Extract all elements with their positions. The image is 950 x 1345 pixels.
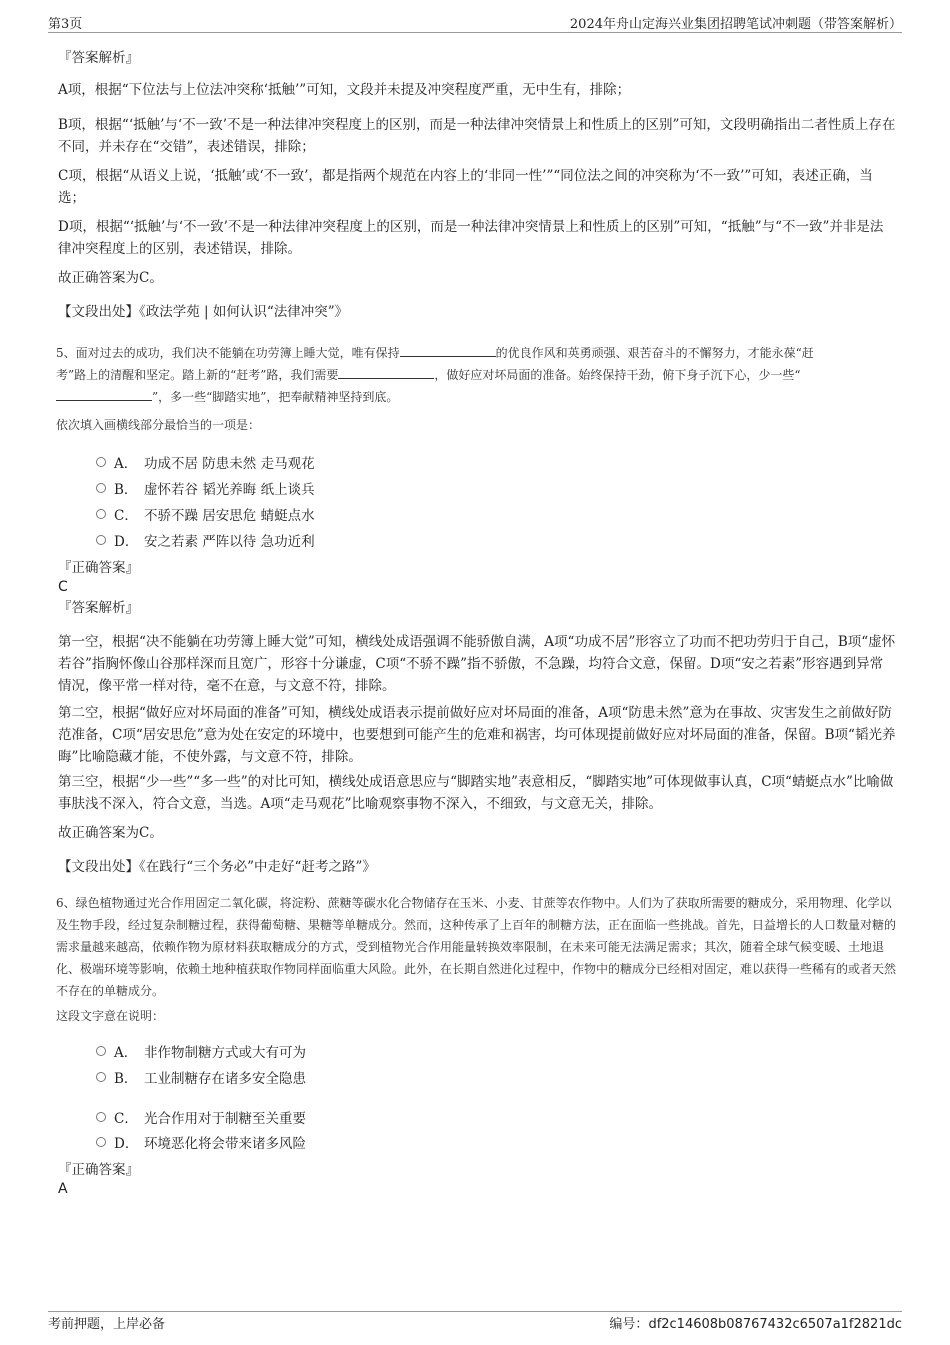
- option-text: 光合作用对于制糖至关重要: [144, 1111, 306, 1127]
- q5-source-text: 《在践行“三个务必”中走好“赶考之路”》: [139, 859, 376, 875]
- option-letter: B．: [114, 1071, 138, 1087]
- q5-analysis-p3: 第三空，根据“少一些”“多一些”的对比可知，横线处成语意思应与“脚踏实地”表意相反，“脚踏实地”可体现做事认真，C项“蜻蜓点水”比喻做事肤浅不深入，符合文意，当选。A项“走马观花”比喻观察事物不深入，不细致，与文意无关，排除。: [58, 774, 894, 812]
- q4-analysis-d: D项，根据“‘抵触’与‘不一致’不是一种法律冲突程度上的区别，而是一种法律冲突情景上和性质上的区别”可知，“抵触”与“不一致”并非是法律冲突程度上的区别，表述错误，排除。: [58, 219, 884, 257]
- q5-conclusion: 故正确答案为C。: [58, 825, 163, 841]
- q5-prompt: 依次填入画横线部分最恰当的一项是：: [56, 418, 261, 432]
- code-value: df2c14608b08767432c6507a1f2821dc: [648, 1317, 902, 1332]
- radio-icon[interactable]: [96, 509, 106, 519]
- radio-icon[interactable]: [96, 535, 106, 545]
- q6-option-b[interactable]: [96, 1066, 306, 1088]
- q5-stem-part-d: ，做好应对坏局面的准备。始终保持干劲，俯下身子沉下心，少一些“: [434, 368, 801, 382]
- q6-answer: A: [58, 1181, 68, 1197]
- q4-source: [58, 301, 896, 323]
- q4-conclusion: 故正确答案为C。: [58, 270, 163, 286]
- code-label: 编号：: [609, 1317, 649, 1332]
- q4-source-label: 【文段出处】: [58, 304, 139, 320]
- radio-icon[interactable]: [96, 483, 106, 493]
- radio-icon[interactable]: [96, 1137, 106, 1147]
- q5-answer-label: 『正确答案』: [58, 560, 139, 576]
- q5-source-label: 【文段出处】: [58, 859, 139, 875]
- q4-source-text: 《政法学苑 | 如何认识“法律冲突”》: [139, 304, 349, 320]
- option-letter: A．: [114, 456, 138, 472]
- option-text: 安之若素 严阵以待 急功近利: [144, 534, 315, 550]
- radio-icon[interactable]: [96, 1046, 106, 1056]
- page-number: 第3页: [48, 16, 83, 32]
- page-header: [48, 12, 902, 33]
- radio-icon[interactable]: [96, 457, 106, 467]
- option-text: 虚怀若谷 韬光养晦 纸上谈兵: [144, 482, 315, 498]
- option-text: 工业制糖存在诸多安全隐患: [144, 1071, 306, 1087]
- q5-stem-part-e: ”，多一些“脚踏实地”，把奉献精神坚持到底。: [152, 390, 399, 404]
- option-letter: D．: [114, 1136, 139, 1152]
- option-letter: D．: [114, 534, 139, 550]
- option-text: 环境恶化将会带来诸多风险: [144, 1136, 306, 1152]
- q5-option-c[interactable]: [96, 503, 315, 525]
- q6-option-a[interactable]: [96, 1040, 306, 1062]
- option-text: 不骄不躁 居安思危 蜻蜓点水: [144, 508, 315, 524]
- q5-stem-part-c: 考”路上的清醒和坚定。踏上新的“赶考”路，我们需要: [56, 368, 339, 382]
- option-letter: A．: [114, 1045, 138, 1061]
- q5-option-b[interactable]: [96, 477, 315, 499]
- q6-option-c[interactable]: [96, 1106, 306, 1128]
- q6-stem: 6、绿色植物通过光合作用固定二氧化碳，将淀粉、蔗糖等碳水化合物储存在玉米、小麦、甘蔗等农作物中。人们为了获取所需要的糖成分，采用物理、化学以及生物手段，经过复杂制糖过程，获得葡萄糖、果糖等单糖成分。然而，这种传承了上百年的制糖方法，正在面临一些挑战。首先，日益增长的人口数量对糖的需求量越来越高，依赖作物为原材料获取糖成分的方式，受到植物光合作用能量转换效率限制，在未来可能无法满足需求；其次，随着全球气候变暖、土地退化、极端环境等影响，依赖土地种植获取作物同样面临重大风险。此外，在长期自然进化过程中，作物中的糖成分已经相对固定，难以获得一些稀有的或者天然不存在的单糖成分。: [56, 896, 897, 998]
- answer-blank-1: [400, 346, 496, 357]
- document-code: [609, 1313, 902, 1332]
- page-footer: [48, 1311, 902, 1332]
- footer-slogan: 考前押题，上岸必备: [48, 1317, 166, 1332]
- radio-icon[interactable]: [96, 1072, 106, 1082]
- option-letter: C．: [114, 508, 138, 524]
- document-title: 2024年舟山定海兴业集团招聘笔试冲刺题（带答案解析）: [569, 16, 902, 32]
- option-text: 功成不居 防患未然 走马观花: [144, 456, 315, 472]
- q4-analysis-c: C项，根据“从语义上说，‘抵触’或‘不一致’，都是指两个规范在内容上的‘非同一性’”“同位法之间的冲突称为‘不一致’”可知，表述正确，当选；: [58, 168, 873, 206]
- q6-option-d[interactable]: [96, 1131, 306, 1153]
- q5-analysis-p2: 第二空，根据“做好应对坏局面的准备”可知，横线处成语表示提前做好应对坏局面的准备，A项“防患未然”意为在事故、灾害发生之前做好防范准备，C项“居安思危”意为处在安定的环境中，也要想到可能产生的危难和祸害，均可体现提前做好应对坏局面的准备，保留。B项“韬光养晦”比喻隐藏才能，不使外露，与文意不符，排除。: [58, 705, 896, 765]
- option-text: 非作物制糖方式或大有可为: [144, 1045, 306, 1061]
- q5-source: [58, 856, 896, 878]
- q5-analysis-label: 『答案解析』: [58, 600, 139, 616]
- q4-analysis-label: 『答案解析』: [58, 50, 139, 66]
- radio-icon[interactable]: [96, 1112, 106, 1122]
- option-letter: B．: [114, 482, 138, 498]
- q4-analysis-a: A项，根据“下位法与上位法冲突称‘抵触’”可知，文段并未提及冲突程度严重，无中生有，排除；: [58, 82, 631, 98]
- q5-stem: [56, 342, 898, 408]
- answer-blank-3: [56, 390, 152, 401]
- q4-analysis-b: B项，根据“‘抵触’与‘不一致’不是一种法律冲突程度上的区别，而是一种法律冲突情景上和性质上的区别”可知，文段明确指出二者性质上存在不同，并未存在“交错”，表述错误，排除；: [58, 117, 896, 155]
- q5-option-d[interactable]: [96, 529, 315, 551]
- option-letter: C．: [114, 1111, 138, 1127]
- answer-blank-2: [338, 368, 434, 379]
- q5-analysis-p1: 第一空，根据“决不能躺在功劳簿上睡大觉”可知，横线处成语强调不能骄傲自满，A项“功成不居”形容立了功而不把功劳归于自己，B项“虚怀若谷”指胸怀像山谷那样深而且宽广，形容十分谦虚，C项“不骄不躁”指不骄傲，不急躁，均符合文意，保留。D项“安之若素”形容遇到异常情况，像平常一样对待，毫不在意，与文意不符，排除。: [58, 634, 896, 694]
- q5-stem-part-b: 的优良作风和英勇顽强、艰苦奋斗的不懈努力，才能永葆“赶: [495, 346, 814, 360]
- q5-option-a[interactable]: [96, 451, 315, 473]
- q5-stem-part-a: 5、面对过去的成功，我们决不能躺在功劳簿上睡大觉，唯有保持: [56, 346, 400, 360]
- q5-answer: C: [58, 579, 68, 595]
- q6-prompt: 这段文字意在说明：: [56, 1009, 165, 1023]
- q6-answer-label: 『正确答案』: [58, 1162, 139, 1178]
